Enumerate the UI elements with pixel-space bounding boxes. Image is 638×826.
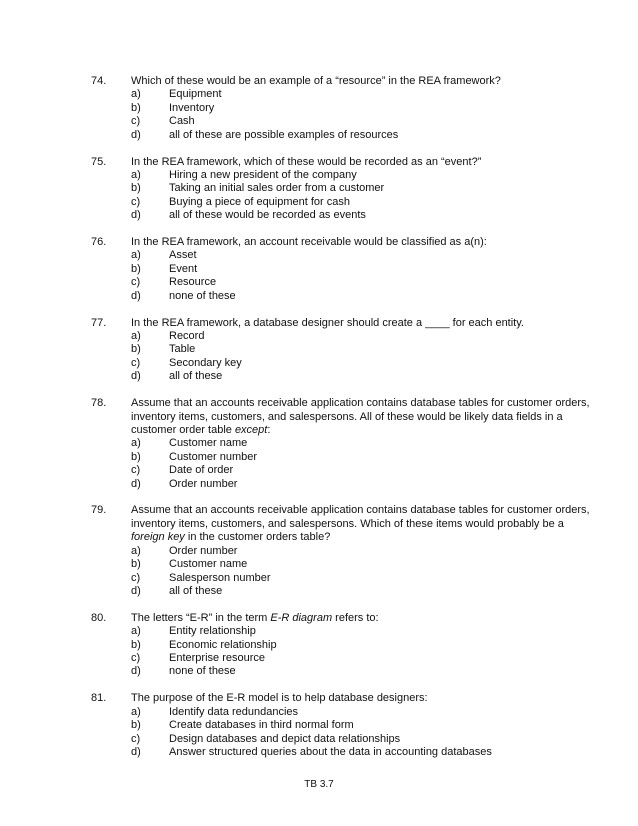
answer-option bbox=[91, 545, 591, 558]
question-item bbox=[91, 75, 591, 142]
option-text: Customer name bbox=[169, 437, 248, 450]
option-letter: c) bbox=[131, 571, 141, 584]
option-letter: d) bbox=[131, 584, 141, 597]
option-text: Taking an initial sales order from a customer bbox=[169, 182, 385, 195]
option-letter: c) bbox=[131, 652, 141, 665]
question-text bbox=[131, 612, 591, 625]
question-text bbox=[131, 156, 591, 169]
question-text-segment: In the REA framework, a database designer should create a ____ for each entity. bbox=[131, 316, 524, 329]
option-text: all of these bbox=[169, 584, 223, 597]
option-text: Identify data redundancies bbox=[169, 705, 299, 718]
answer-option bbox=[91, 357, 591, 370]
option-text: all of these would be recorded as events bbox=[169, 209, 366, 222]
answer-option bbox=[91, 451, 591, 464]
question-text-emphasis: foreign key bbox=[131, 531, 185, 544]
option-letter: b) bbox=[131, 101, 141, 114]
question-stem bbox=[91, 612, 591, 625]
question-text-segment: Assume that an accounts receivable application contains database tables for customer orders, inventory items, customers, and salespersons. All of these would be likely data fields in a customer order table bbox=[131, 397, 590, 436]
question-item bbox=[91, 397, 591, 491]
question-number: 77. bbox=[91, 316, 107, 329]
answer-option bbox=[91, 437, 591, 450]
option-letter: c) bbox=[131, 276, 141, 289]
option-letter: c) bbox=[131, 732, 141, 745]
option-letter: d) bbox=[131, 477, 141, 490]
question-number: 80. bbox=[91, 611, 107, 624]
answer-option bbox=[91, 572, 591, 585]
question-text-segment: Which of these would be an example of a “resource” in the REA framework? bbox=[131, 75, 501, 87]
question-text bbox=[131, 692, 591, 705]
question-text bbox=[131, 397, 591, 437]
answer-option bbox=[91, 639, 591, 652]
option-letter: d) bbox=[131, 370, 141, 383]
question-stem bbox=[91, 236, 591, 249]
option-letter: a) bbox=[131, 88, 141, 101]
option-text: Equipment bbox=[169, 88, 222, 101]
question-number: 78. bbox=[91, 397, 107, 410]
option-letter: b) bbox=[131, 182, 141, 195]
answer-option bbox=[91, 719, 591, 732]
question-number: 74. bbox=[91, 75, 107, 87]
answer-option bbox=[91, 249, 591, 262]
answer-option bbox=[91, 706, 591, 719]
answer-option bbox=[91, 290, 591, 303]
answer-option bbox=[91, 129, 591, 142]
question-number: 79. bbox=[91, 504, 107, 517]
question-list bbox=[91, 75, 591, 773]
question-item bbox=[91, 692, 591, 759]
question-text-segment: The purpose of the E-R model is to help database designers: bbox=[131, 692, 428, 705]
answer-option bbox=[91, 733, 591, 746]
option-letter: c) bbox=[131, 115, 141, 128]
question-item bbox=[91, 317, 591, 384]
question-stem bbox=[91, 397, 591, 437]
option-text: Order number bbox=[169, 477, 238, 490]
answer-option bbox=[91, 88, 591, 101]
option-letter: a) bbox=[131, 249, 141, 262]
option-text: Event bbox=[169, 262, 198, 275]
option-text: Salesperson number bbox=[169, 571, 271, 584]
answer-option bbox=[91, 115, 591, 128]
question-text-segment: refers to: bbox=[332, 611, 379, 624]
question-text bbox=[131, 236, 591, 249]
answer-option bbox=[91, 652, 591, 665]
option-text: Cash bbox=[169, 115, 195, 128]
option-text: Secondary key bbox=[169, 356, 242, 369]
answer-option bbox=[91, 585, 591, 598]
option-text: Order number bbox=[169, 544, 238, 557]
answer-option bbox=[91, 102, 591, 115]
option-text: Resource bbox=[169, 276, 217, 289]
option-letter: b) bbox=[131, 719, 141, 732]
answer-option bbox=[91, 558, 591, 571]
answer-option bbox=[91, 169, 591, 182]
option-letter: a) bbox=[131, 168, 141, 181]
option-letter: a) bbox=[131, 705, 141, 718]
question-text-emphasis: except bbox=[234, 423, 268, 436]
answer-option bbox=[91, 330, 591, 343]
question-number: 75. bbox=[91, 155, 107, 168]
option-text: Hiring a new president of the company bbox=[169, 168, 357, 181]
question-text bbox=[131, 504, 591, 544]
option-letter: b) bbox=[131, 558, 141, 571]
option-text: all of these bbox=[169, 370, 223, 383]
question-item bbox=[91, 236, 591, 303]
answer-option bbox=[91, 625, 591, 638]
answer-option bbox=[91, 182, 591, 195]
option-letter: c) bbox=[131, 356, 141, 369]
option-letter: b) bbox=[131, 343, 141, 356]
answer-option bbox=[91, 464, 591, 477]
option-text: Answer structured queries about the data in accounting databases bbox=[169, 745, 492, 758]
question-text-segment: Assume that an accounts receivable application contains database tables for customer orders, inventory items, customers, and salespersons. Which of these items would probably be a bbox=[131, 504, 590, 530]
answer-option bbox=[91, 478, 591, 491]
question-item bbox=[91, 612, 591, 679]
option-letter: a) bbox=[131, 437, 141, 450]
question-stem bbox=[91, 317, 591, 330]
option-letter: c) bbox=[131, 464, 141, 477]
question-number: 76. bbox=[91, 236, 107, 249]
question-item bbox=[91, 504, 591, 598]
option-text: Record bbox=[169, 330, 205, 342]
answer-option bbox=[91, 263, 591, 276]
option-letter: c) bbox=[131, 195, 141, 208]
question-stem bbox=[91, 156, 591, 169]
option-letter: d) bbox=[131, 665, 141, 678]
answer-option bbox=[91, 746, 591, 759]
question-text-segment: In the REA framework, an account receivable would be classified as a(n): bbox=[131, 236, 487, 249]
option-text: Economic relationship bbox=[169, 638, 277, 651]
page-footer: TB 3.7 bbox=[304, 779, 334, 790]
option-text: all of these are possible examples of resources bbox=[169, 128, 399, 141]
question-item bbox=[91, 156, 591, 223]
question-text bbox=[131, 317, 591, 330]
option-text: Customer name bbox=[169, 558, 248, 571]
option-letter: d) bbox=[131, 289, 141, 302]
option-letter: d) bbox=[131, 209, 141, 222]
question-stem bbox=[91, 75, 591, 88]
option-text: none of these bbox=[169, 289, 236, 302]
option-text: Date of order bbox=[169, 464, 234, 477]
option-text: Buying a piece of equipment for cash bbox=[169, 195, 351, 208]
question-number: 81. bbox=[91, 692, 107, 705]
option-letter: d) bbox=[131, 128, 141, 141]
question-text-segment: in the customer orders table? bbox=[184, 531, 331, 544]
option-letter: a) bbox=[131, 544, 141, 557]
question-text-emphasis: E-R diagram bbox=[270, 611, 333, 624]
question-stem bbox=[91, 504, 591, 544]
answer-option bbox=[91, 276, 591, 289]
option-letter: d) bbox=[131, 745, 141, 758]
option-text: none of these bbox=[169, 665, 236, 678]
option-text: Entity relationship bbox=[169, 625, 256, 638]
option-text: Design databases and depict data relationships bbox=[169, 732, 401, 745]
option-text: Table bbox=[169, 343, 196, 356]
question-stem bbox=[91, 692, 591, 705]
question-text-segment: : bbox=[267, 423, 271, 436]
answer-option bbox=[91, 209, 591, 222]
answer-option bbox=[91, 370, 591, 383]
option-letter: a) bbox=[131, 330, 141, 342]
option-text: Create databases in third normal form bbox=[169, 719, 354, 732]
option-letter: b) bbox=[131, 450, 141, 463]
answer-option bbox=[91, 343, 591, 356]
option-text: Inventory bbox=[169, 101, 215, 114]
option-letter: b) bbox=[131, 638, 141, 651]
question-text-segment: The letters “E-R” in the term bbox=[131, 611, 271, 624]
answer-option bbox=[91, 196, 591, 209]
option-text: Asset bbox=[169, 249, 197, 262]
question-text bbox=[131, 75, 591, 88]
option-text: Customer number bbox=[169, 450, 258, 463]
option-letter: a) bbox=[131, 625, 141, 638]
option-text: Enterprise resource bbox=[169, 652, 265, 665]
answer-option bbox=[91, 665, 591, 678]
question-text-segment: In the REA framework, which of these would be recorded as an “event?” bbox=[131, 155, 482, 168]
option-letter: b) bbox=[131, 262, 141, 275]
